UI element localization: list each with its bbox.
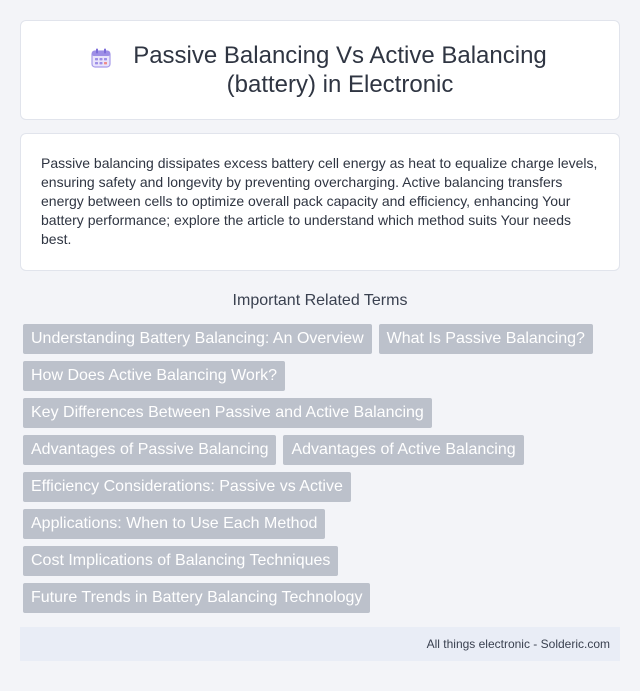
term-key-differences[interactable]: Key Differences Between Passive and Active Balancing <box>23 398 432 428</box>
title-card <box>20 20 620 120</box>
term-what-is-passive-balancing[interactable]: What Is Passive Balancing? <box>379 324 593 354</box>
term-efficiency-considerations[interactable]: Efficiency Considerations: Passive vs Active <box>23 472 351 502</box>
term-understanding-battery-balancing[interactable]: Understanding Battery Balancing: An Overview <box>23 324 372 354</box>
related-terms-heading: Important Related Terms <box>232 292 408 309</box>
page-title: Passive Balancing Vs Active Balancing (battery) in Electronic <box>133 42 547 98</box>
title-wrap <box>90 41 550 99</box>
term-applications[interactable]: Applications: When to Use Each Method <box>23 509 325 539</box>
summary-card <box>20 133 620 271</box>
calendar-icon <box>90 47 112 69</box>
related-terms-list <box>23 324 623 613</box>
term-cost-implications[interactable]: Cost Implications of Balancing Techniques <box>23 546 338 576</box>
term-advantages-active[interactable]: Advantages of Active Balancing <box>283 435 523 465</box>
term-future-trends[interactable]: Future Trends in Battery Balancing Technology <box>23 583 370 613</box>
footer-text: All things electronic - Solderic.com <box>426 637 610 651</box>
term-advantages-passive[interactable]: Advantages of Passive Balancing <box>23 435 276 465</box>
summary-text: Passive balancing dissipates excess battery cell energy as heat to equalize charge levels, ensuring safety and longevity by preventing overcharging. Active balancing transfers energy between cells to optimize overall pack capacity and efficiency, enhancing Your battery performance; explore the article to understand which method suits Your needs best. <box>41 155 598 247</box>
term-how-does-active-balancing-work[interactable]: How Does Active Balancing Work? <box>23 361 285 391</box>
footer <box>20 627 620 661</box>
